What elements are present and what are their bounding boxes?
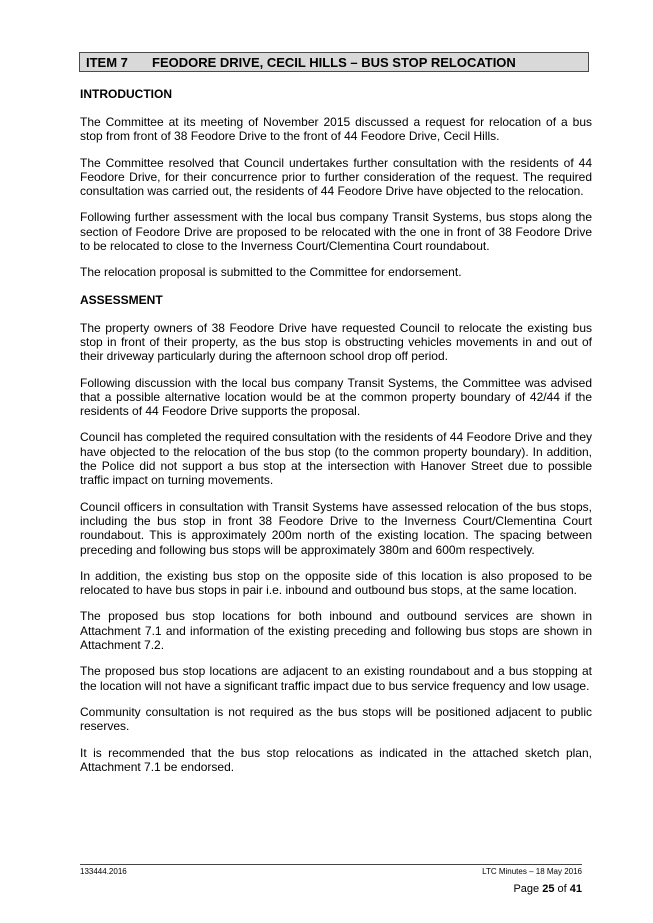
introduction-heading: INTRODUCTION <box>80 87 172 101</box>
assessment-paragraph: Council officers in consultation with Transit Systems have assessed relocation of the bus stops, including the bus stop in front 38 Feodore Drive to the Inverness Court/Clementina Court roundabout. This is approximately 200m north of the existing location. The spacing between preceding and following bus stops will be approximately 380m and 600m respectively. <box>80 499 592 557</box>
assessment-paragraph: The proposed bus stop locations for both inbound and outbound services are shown in Attachment 7.1 and information of the existing preceding and following bus stops are shown in Attachment 7.2. <box>80 609 592 653</box>
page-total: 41 <box>569 883 582 895</box>
page-number <box>430 882 582 896</box>
item-title: FEODORE DRIVE, CECIL HILLS – BUS STOP RELOCATION <box>152 55 516 70</box>
page-of: of <box>554 883 570 895</box>
assessment-paragraph: Community consultation is not required as the bus stops will be positioned adjacent to public reserves. <box>80 704 592 734</box>
page-prefix: Page <box>513 883 543 895</box>
introduction-paragraph: The Committee at its meeting of November 2015 discussed a request for relocation of a bus stop from front of 38 Feodore Drive to the front of 44 Feodore Drive, Cecil Hills. <box>80 115 592 144</box>
introduction-paragraph: The Committee resolved that Council undertakes further consultation with the residents of 44 Feodore Drive, for their concurrence prior to further consideration of the request. The required consultation was carried out, the residents of 44 Feodore Drive have objected to the relocation. <box>80 155 592 199</box>
assessment-paragraph: The property owners of 38 Feodore Drive have requested Council to relocate the existing bus stop in front of their property, as the bus stop is obstructing vehicles movements in and out of their driveway particularly during the afternoon school drop off period. <box>80 320 592 364</box>
introduction-paragraph: Following further assessment with the local bus company Transit Systems, bus stops along the section of Feodore Drive are proposed to be relocated with the one in front of 38 Feodore Drive to be relocated to close to the Inverness Court/Clementina Court roundabout. <box>80 210 592 254</box>
assessment-paragraph: In addition, the existing bus stop on the opposite side of this location is also proposed to be relocated to have bus stops in pair i.e. inbound and outbound bus stops, at the same location. <box>80 568 592 598</box>
assessment-paragraph: It is recommended that the bus stop relocations as indicated in the attached sketch plan, Attachment 7.1 be endorsed. <box>80 745 592 774</box>
assessment-heading: ASSESSMENT <box>80 292 163 307</box>
footer-divider <box>80 864 582 865</box>
introduction-paragraph: The relocation proposal is submitted to the Committee for endorsement. <box>80 265 462 280</box>
assessment-paragraph: Council has completed the required consultation with the residents of 44 Feodore Drive and they have objected to the relocation of the bus stop (to the common property boundary). In addition, the Police did not support a bus stop at the intersection with Hanover Street due to possible traffic impact on turning movements. <box>80 430 592 488</box>
document-body <box>80 86 592 786</box>
item-number: ITEM 7 <box>86 55 128 70</box>
assessment-paragraph: Following discussion with the local bus company Transit Systems, the Committee was advised that a possible alternative location would be at the common property boundary of 42/44 if the residents of 44 Feodore Drive supports the proposal. <box>80 375 592 419</box>
assessment-paragraph: The proposed bus stop locations are adjacent to an existing roundabout and a bus stopping at the location will not have a significant traffic impact due to bus service frequency and low usage. <box>80 664 592 693</box>
footer-minutes-date: LTC Minutes – 18 May 2016 <box>482 867 582 876</box>
item-header-box <box>79 52 589 72</box>
footer-doc-number: 133444.2016 <box>80 867 127 876</box>
page-current: 25 <box>542 883 555 895</box>
